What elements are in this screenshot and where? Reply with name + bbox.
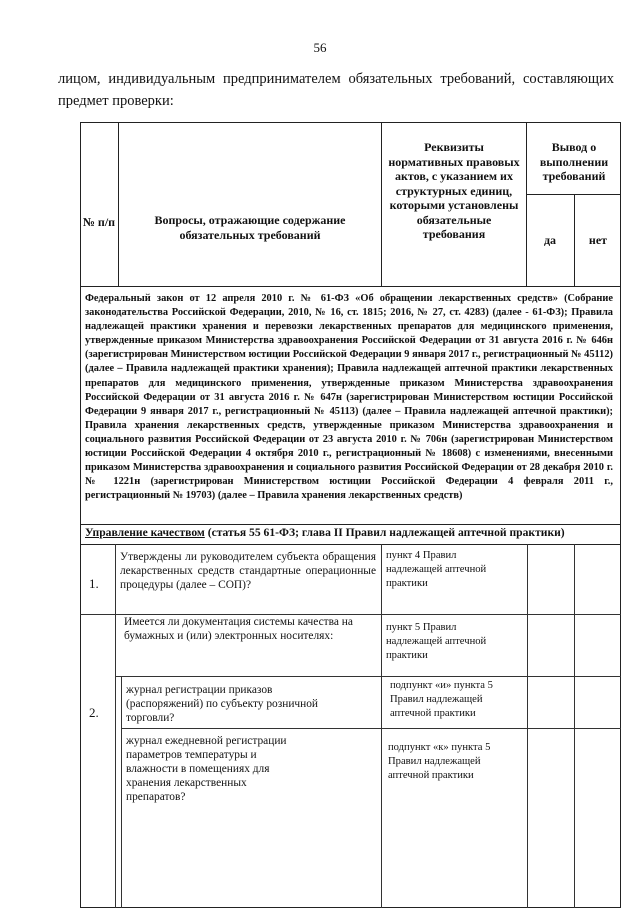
row-number: 2. <box>89 705 99 720</box>
header-number: № п/п <box>82 215 116 229</box>
subrow-reference: подпункт «к» пункта 5 Правил надлежащей аптечной практики <box>388 742 491 782</box>
section-title <box>85 526 617 539</box>
row-reference: пункт 5 Правил надлежащей аптечной практики <box>386 622 487 662</box>
subrow-question: журнал регистрации приказов (распоряжений) по субъекту розничной торговли? <box>126 684 319 724</box>
header-requisites: Реквизиты нормативных правовых актов, с указанием их структурных единиц, которыми установлены обязательные требования <box>388 140 520 241</box>
page-number: 56 <box>313 40 327 55</box>
intro-text: лицом, индивидуальным предпринимателем обязательных требований, составляющих предмет проверки: <box>58 71 614 109</box>
row-number: 1. <box>89 576 99 591</box>
section-title-rest: (статья 55 61-ФЗ; глава II Правил надлежащей аптечной практики) <box>204 526 565 539</box>
row-reference: пункт 4 Правил надлежащей аптечной практики <box>386 550 487 590</box>
row-question: Имеется ли документация системы качества на бумажных и (или) электронных носителях: <box>124 616 353 642</box>
header-questions: Вопросы, отражающие содержание обязательных требований <box>154 213 346 242</box>
row-question: Утверждены ли руководителем субъекта обращения лекарственных средств стандартные операционные процедуры (далее – СОП)? <box>120 551 376 591</box>
header-no: нет <box>588 233 608 247</box>
law-references: Федеральный закон от 12 апреля 2010 г. № 61-ФЗ «Об обращении лекарственных средств» (Собрание законодательства Российской Федерации, 2010, № 16, ст. 1815; 2016, № 27, ст. 4283) (далее - 61-ФЗ); Правила надлежащей практики хранения и перевозки лекарственных препаратов для медицинского применения, утвержденные приказом Министерства здравоохранения Российской Федерации от 31 августа 2016 г. № 646н (зарегистрирован Министерством юстиции Российской Федерации 9 января 2017 г., регистрационный № 45112) (далее – Правила надлежащей практики хранения); Правила надлежащей аптечной практики лекарственных препаратов для медицинского применения, утвержденные приказом Министерства здравоохранения Российской Федерации от 31 августа 2016 г. № 647н (зарегистрирован Министерством юстиции Российской Федерации 9 января 2017 г., регистрационный № 45113) (далее – Правила надлежащей аптечной практики); Правила хранения лекарственных средств, утвержденные приказом Министерства здравоохранения и социального развития Российской Федерации от 23 августа 2010 г. № 706н (зарегистрирован Министерством юстиции Российской Федерации 4 октября 2010 г., регистрационный № 18608) с изменениями, внесенными приказом Министерства здравоохранения и социального развития Российской Федерации от 28 декабря 2010 г. № 1221н (зарегистрирован Министерством юстиции Российской Федерации 4 февраля 2011 г., регистрационный № 19703) (далее – Правила хранения лекарственных средств) <box>85 293 613 502</box>
subrow-reference: подпункт «и» пункта 5 Правил надлежащей аптечной практики <box>390 680 493 720</box>
header-yes: да <box>543 233 557 247</box>
header-conclusion: Вывод о выполнении требований <box>539 140 609 183</box>
section-title-underlined: Управление качеством <box>85 526 205 539</box>
subrow-question: журнал ежедневной регистрации параметров температуры и влажности в помещениях для хранения лекарственных препаратов? <box>126 735 287 803</box>
